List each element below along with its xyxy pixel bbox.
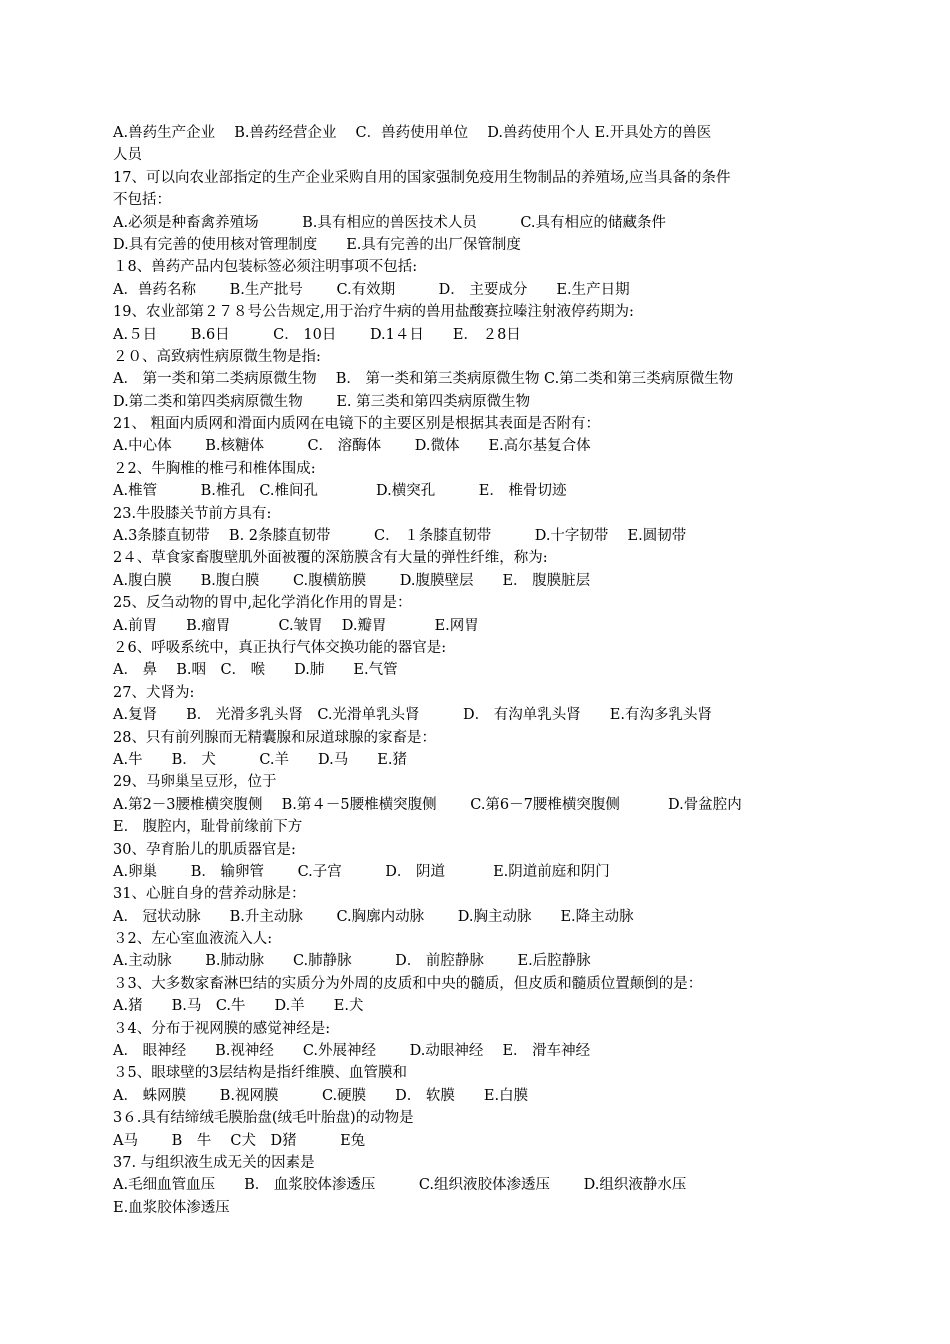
- text-line: A.必须是种畜禽养殖场 B.具有相应的兽医技术人员 C.具有相应的储藏条件: [113, 214, 667, 231]
- text-line: A． 蛛网膜 B.视网膜 C.硬膜 D． 软膜 E.白膜: [113, 1087, 529, 1104]
- text-line: 29、马卵巢呈豆形，位于: [113, 774, 277, 791]
- text-line: 27、犬肾为:: [113, 684, 195, 701]
- text-line: 17、可以向农业部指定的生产企业采购自用的国家强制免疫用生物制品的养殖场,应当具备的条件: [113, 169, 731, 186]
- text-line: A.卵巢 B． 输卵管 C.子宫 D． 阴道 E.阴道前庭和阴门: [113, 863, 610, 880]
- text-line: 23.牛股膝关节前方具有:: [113, 505, 272, 522]
- text-line: ３2、左心室血液流入人:: [113, 931, 273, 948]
- text-line: 31、心脏自身的营养动脉是：: [113, 886, 306, 903]
- text-line: 21、 粗面内质网和滑面内质网在电镜下的主要区别是根据其表面是否附有：: [113, 416, 601, 433]
- text-line: A.3条膝直韧带 B. 2条膝直韧带 C． １条膝直韧带 D.十字韧带 E.圆韧带: [113, 528, 687, 545]
- text-line: ２2、牛胸椎的椎弓和椎体围成:: [113, 460, 316, 477]
- text-line: ２０、高致病性病原微生物是指:: [113, 348, 321, 365]
- text-line: A.猪 B.马 C.牛 D.羊 E.犬: [113, 998, 364, 1015]
- text-line: A． 眼神经 B.视神经 C.外展神经 D.动眼神经 E． 滑车神经: [113, 1043, 591, 1060]
- text-line: 28、只有前列腺而无精囊腺和尿道球腺的家畜是：: [113, 729, 436, 746]
- text-line: ３3、大多数家畜淋巴结的实质分为外周的皮质和中央的髓质，但皮质和髓质位置颠倒的是：: [113, 975, 703, 992]
- text-line: A.毛细血管血压 B． 血浆胶体渗透压 C.组织液胶体渗透压 D.组织液静水压: [113, 1177, 687, 1194]
- text-line: A.腹白膜 B.腹白膜 C.腹横筋膜 D.腹膜壁层 E． 腹膜脏层: [113, 572, 591, 589]
- text-line: ３5、眼球壁的3层结构是指纤维膜、血管膜和: [113, 1065, 407, 1082]
- text-line: A． 冠状动脉 B.升主动脉 C.胸廓内动脉 D.胸主动脉 E.降主动脉: [113, 908, 634, 925]
- text-line: A.中心体 B.核糖体 C． 溶酶体 D.微体 E.高尔基复合体: [113, 438, 591, 455]
- text-line: 19、农业部第２７８号公告规定,用于治疗牛病的兽用盐酸赛拉嗪注射液停药期为:: [113, 304, 634, 321]
- text-line: A． 第一类和第二类病原微生物 B． 第一类和第三类病原微生物 C.第二类和第三类病原微生物: [113, 371, 734, 388]
- text-line: A．兽药名称 B.生产批号 C.有效期 D． 主要成分 E.生产日期: [113, 281, 630, 298]
- text-line: A.前胃 B.瘤胃 C.皱胃 D.瓣胃 E.网胃: [113, 617, 479, 634]
- text-line: E． 腹腔内，耻骨前缘前下方: [113, 819, 303, 836]
- text-line: D.具有完善的使用核对管理制度 E.具有完善的出厂保管制度: [113, 236, 521, 253]
- text-line: E.血浆胶体渗透压: [113, 1199, 230, 1216]
- text-line: 3６.具有结缔绒毛膜胎盘(绒毛叶胎盘)的动物是: [113, 1110, 414, 1127]
- text-line: D.第二类和第四类病原微生物 E. 第三类和第四类病原微生物: [113, 393, 531, 410]
- text-line: A.第2－3腰椎横突腹侧 B.第４－5腰椎横突腹侧 C.第6－7腰椎横突腹侧 D.骨盆腔内: [113, 796, 742, 813]
- text-line: A． 鼻 B.咽 C． 喉 D.肺 E.气管: [113, 662, 398, 679]
- text-line: １8、兽药产品内包装标签必须注明事项不包括:: [113, 259, 418, 276]
- text-line: A.复肾 B． 光滑多乳头肾 C.光滑单乳头肾 D． 有沟单乳头肾 E.有沟多乳头肾: [113, 707, 712, 724]
- text-line: 不包括：: [113, 192, 171, 209]
- text-line: 2４、草食家畜腹壁肌外面被覆的深筋膜含有大量的弹性纤维，称为:: [113, 550, 548, 567]
- text-line: A马 B 牛 C犬 D猪 E兔: [113, 1132, 366, 1149]
- text-line: 人员: [113, 147, 142, 164]
- text-line: A.椎管 B.椎孔 C.椎间孔 D.横突孔 E． 椎骨切迹: [113, 483, 567, 500]
- text-line: 30、孕育胎儿的肌质器官是:: [113, 841, 296, 858]
- text-line: A.牛 B． 犬 C.羊 D.马 E.猪: [113, 751, 407, 768]
- text-line: A.主动脉 B.肺动脉 C.肺静脉 D． 前腔静脉 E.后腔静脉: [113, 953, 591, 970]
- text-line: ３4、分布于视网膜的感觉神经是:: [113, 1020, 331, 1037]
- text-line: ２6、呼吸系统中，真正执行气体交换功能的器官是:: [113, 639, 447, 656]
- text-line: 25、反刍动物的胃中,起化学消化作用的胃是：: [113, 595, 412, 612]
- text-line: A.５日 B.6日 C． 10日 D.1４日 E． ２8日: [113, 326, 521, 343]
- text-line: A.兽药生产企业 B.兽药经营企业 C．兽药使用单位 D.兽药使用个人 E.开具处方的兽医: [113, 125, 712, 141]
- document-page: [113, 122, 838, 1219]
- text-line: 37. 与组织液生成无关的因素是: [113, 1154, 315, 1171]
